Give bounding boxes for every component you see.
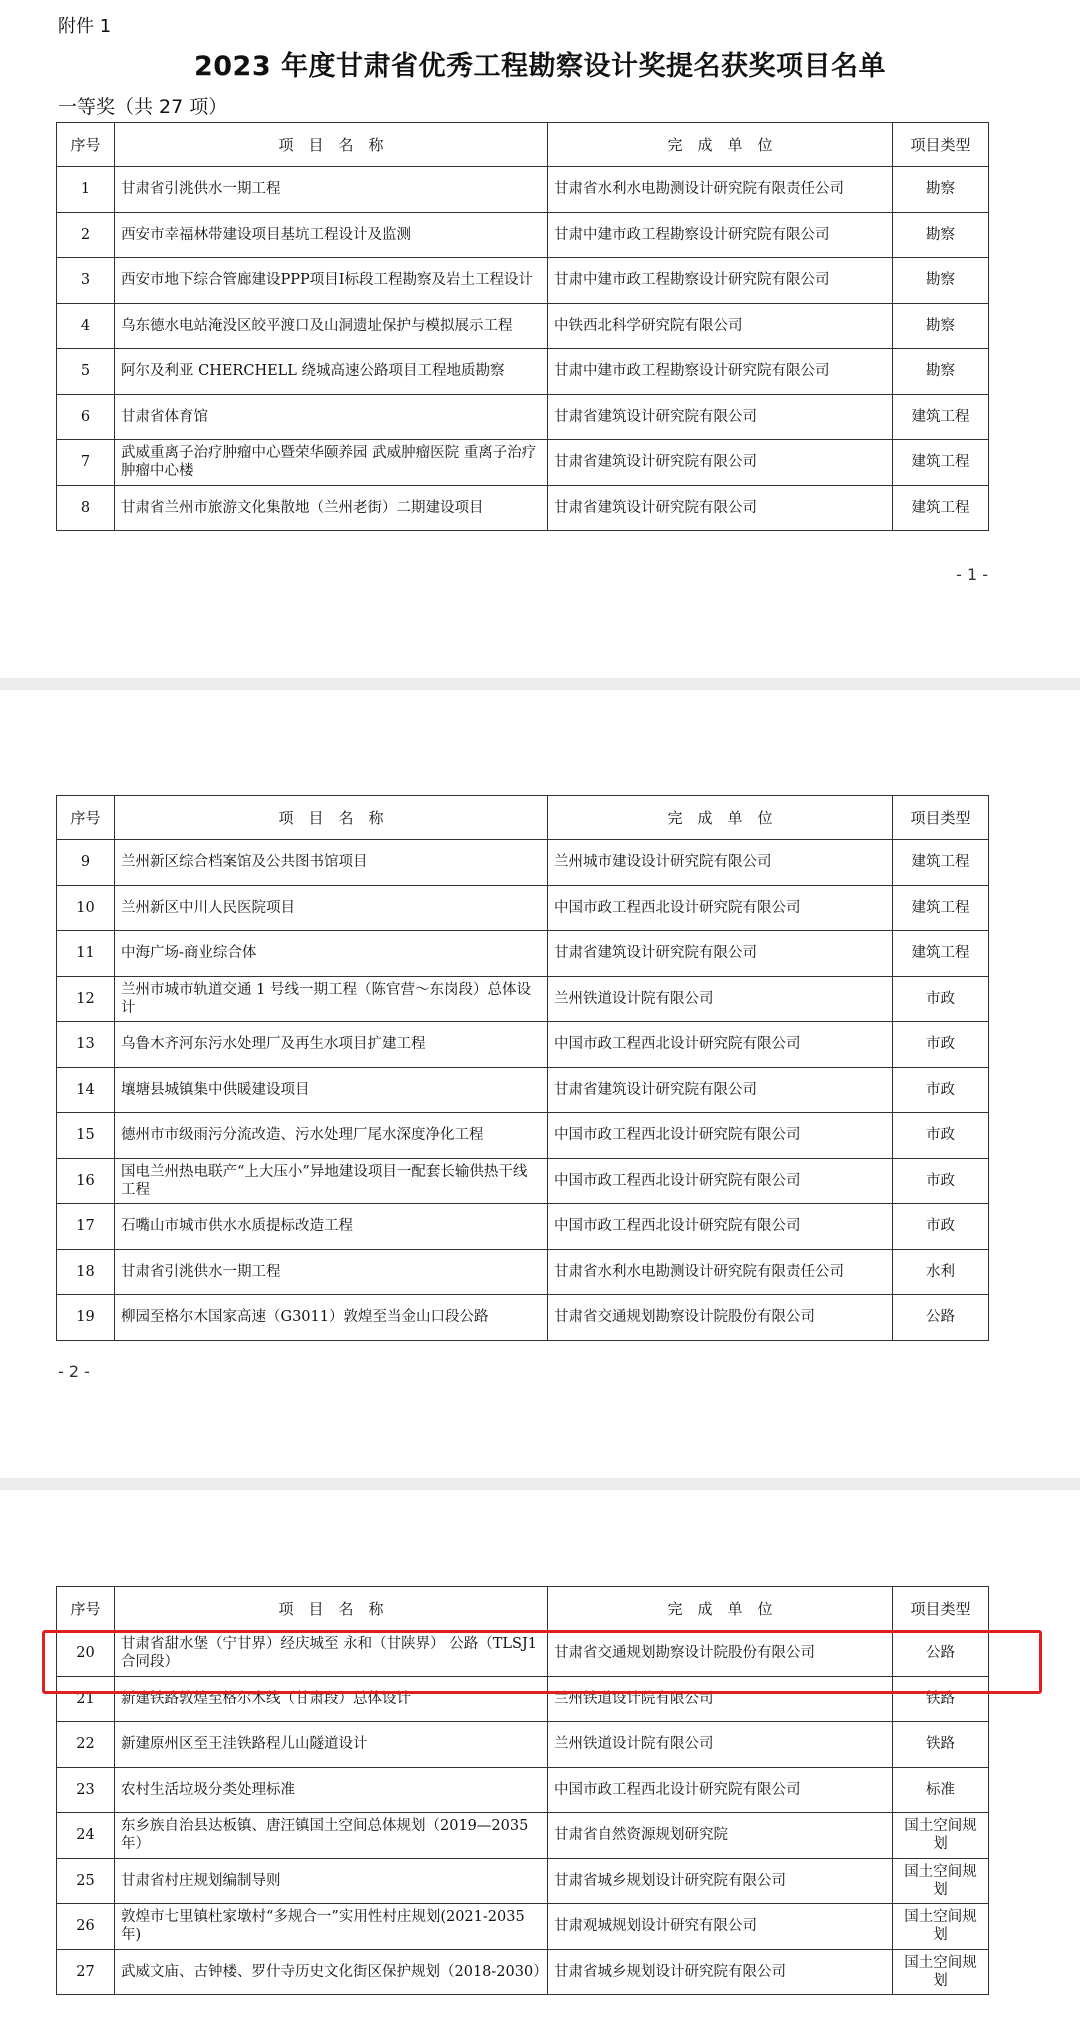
cell-project-name: 农村生活垃圾分类处理标准 xyxy=(115,1767,548,1813)
cell-unit: 中国市政工程西北设计研究院有限公司 xyxy=(548,1113,893,1159)
cell-no: 13 xyxy=(57,1022,115,1068)
cell-unit: 甘肃省城乡规划设计研究院有限公司 xyxy=(548,1949,893,1995)
cell-type: 勘察 xyxy=(893,303,989,349)
cell-type: 国土空间规划 xyxy=(893,1858,989,1904)
table-row xyxy=(57,885,989,931)
cell-type: 建筑工程 xyxy=(893,931,989,977)
cell-type: 建筑工程 xyxy=(893,440,989,486)
table-row xyxy=(57,1295,989,1341)
cell-project-name: 乌东德水电站淹没区皎平渡口及山洞遗址保护与模拟展示工程 xyxy=(115,303,548,349)
table-row xyxy=(57,1249,989,1295)
cell-no: 27 xyxy=(57,1949,115,1995)
cell-no: 9 xyxy=(57,840,115,886)
cell-no: 19 xyxy=(57,1295,115,1341)
header-name: 项 目 名 称 xyxy=(115,796,548,840)
cell-no: 5 xyxy=(57,349,115,395)
cell-unit: 甘肃省自然资源规划研究院 xyxy=(548,1813,893,1859)
cell-type: 勘察 xyxy=(893,212,989,258)
cell-unit: 甘肃省交通规划勘察设计院股份有限公司 xyxy=(548,1295,893,1341)
cell-no: 12 xyxy=(57,976,115,1022)
cell-type: 市政 xyxy=(893,1158,989,1204)
highlight-box xyxy=(42,1630,1042,1694)
cell-no: 16 xyxy=(57,1158,115,1204)
cell-unit: 甘肃省建筑设计研究院有限公司 xyxy=(548,394,893,440)
cell-unit: 中国市政工程西北设计研究院有限公司 xyxy=(548,1767,893,1813)
table-header-row xyxy=(57,796,989,840)
cell-no: 25 xyxy=(57,1858,115,1904)
cell-no: 23 xyxy=(57,1767,115,1813)
cell-type: 国土空间规划 xyxy=(893,1949,989,1995)
cell-type: 国土空间规划 xyxy=(893,1813,989,1859)
cell-project-name: 壤塘县城镇集中供暖建设项目 xyxy=(115,1067,548,1113)
cell-type: 市政 xyxy=(893,976,989,1022)
cell-unit: 甘肃省交通规划勘察设计院股份有限公司 xyxy=(548,1631,893,1677)
cell-no: 8 xyxy=(57,485,115,531)
document-page-2 xyxy=(0,690,1080,1478)
cell-no: 11 xyxy=(57,931,115,977)
cell-project-name: 兰州市城市轨道交通 1 号线一期工程（陈官营～东岗段）总体设计 xyxy=(115,976,548,1022)
cell-type: 建筑工程 xyxy=(893,485,989,531)
cell-project-name: 甘肃省村庄规划编制导则 xyxy=(115,1858,548,1904)
table-row xyxy=(57,394,989,440)
cell-project-name: 甘肃省甜水堡（宁甘界）经庆城至 永和（甘陕界） 公路（TLSJ1 合同段） xyxy=(115,1631,548,1677)
cell-unit: 甘肃省建筑设计研究院有限公司 xyxy=(548,485,893,531)
cell-project-name: 新建原州区至王洼铁路程儿山隧道设计 xyxy=(115,1722,548,1768)
cell-project-name: 国电兰州热电联产“上大压小”异地建设项目一配套长输供热干线工程 xyxy=(115,1158,548,1204)
cell-unit: 甘肃省建筑设计研究院有限公司 xyxy=(548,440,893,486)
cell-unit: 中国市政工程西北设计研究院有限公司 xyxy=(548,1022,893,1068)
cell-project-name: 武威文庙、古钟楼、罗什寺历史文化街区保护规划（2018-2030） xyxy=(115,1949,548,1995)
attachment-label: 附件 1 xyxy=(58,16,112,37)
cell-project-name: 东乡族自治县达板镇、唐汪镇国土空间总体规划（2019—2035 年） xyxy=(115,1813,548,1859)
cell-project-name: 西安市地下综合管廊建设PPP项目I标段工程勘察及岩土工程设计 xyxy=(115,258,548,304)
awards-table-page-1 xyxy=(56,122,989,531)
cell-type: 国土空间规划 xyxy=(893,1904,989,1950)
header-type: 项目类型 xyxy=(893,796,989,840)
cell-no: 24 xyxy=(57,1813,115,1859)
cell-type: 铁路 xyxy=(893,1722,989,1768)
cell-unit: 甘肃省城乡规划设计研究院有限公司 xyxy=(548,1858,893,1904)
cell-unit: 甘肃中建市政工程勘察设计研究院有限公司 xyxy=(548,258,893,304)
cell-unit: 兰州铁道设计院有限公司 xyxy=(548,1722,893,1768)
table-row xyxy=(57,1949,989,1995)
cell-project-name: 柳园至格尔木国家高速（G3011）敦煌至当金山口段公路 xyxy=(115,1295,548,1341)
header-name: 项 目 名 称 xyxy=(115,123,548,167)
cell-no: 3 xyxy=(57,258,115,304)
header-name: 项 目 名 称 xyxy=(115,1587,548,1631)
cell-no: 22 xyxy=(57,1722,115,1768)
table-row xyxy=(57,1813,989,1859)
cell-no: 7 xyxy=(57,440,115,486)
table-header-row xyxy=(57,123,989,167)
header-no: 序号 xyxy=(57,123,115,167)
cell-project-name: 德州市市级雨污分流改造、污水处理厂尾水深度净化工程 xyxy=(115,1113,548,1159)
cell-type: 勘察 xyxy=(893,258,989,304)
cell-project-name: 甘肃省体育馆 xyxy=(115,394,548,440)
cell-unit: 兰州铁道设计院有限公司 xyxy=(548,976,893,1022)
cell-project-name: 石嘴山市城市供水水质提标改造工程 xyxy=(115,1204,548,1250)
cell-type: 勘察 xyxy=(893,349,989,395)
cell-unit: 中国市政工程西北设计研究院有限公司 xyxy=(548,885,893,931)
cell-type: 建筑工程 xyxy=(893,394,989,440)
cell-project-name: 甘肃省引洮供水一期工程 xyxy=(115,167,548,213)
table-header-row xyxy=(57,1587,989,1631)
header-no: 序号 xyxy=(57,796,115,840)
header-type: 项目类型 xyxy=(893,123,989,167)
cell-unit: 甘肃观城规划设计研究有限公司 xyxy=(548,1904,893,1950)
header-no: 序号 xyxy=(57,1587,115,1631)
cell-unit: 中铁西北科学研究院有限公司 xyxy=(548,303,893,349)
cell-type: 建筑工程 xyxy=(893,885,989,931)
cell-no: 21 xyxy=(57,1676,115,1722)
cell-unit: 兰州铁道设计院有限公司 xyxy=(548,1676,893,1722)
cell-unit: 中国市政工程西北设计研究院有限公司 xyxy=(548,1158,893,1204)
header-unit: 完 成 单 位 xyxy=(548,796,893,840)
cell-no: 18 xyxy=(57,1249,115,1295)
cell-unit: 甘肃中建市政工程勘察设计研究院有限公司 xyxy=(548,349,893,395)
table-row xyxy=(57,258,989,304)
cell-unit: 甘肃省建筑设计研究院有限公司 xyxy=(548,931,893,977)
cell-project-name: 甘肃省兰州市旅游文化集散地（兰州老街）二期建设项目 xyxy=(115,485,548,531)
table-row xyxy=(57,167,989,213)
cell-unit: 甘肃省水利水电勘测设计研究院有限责任公司 xyxy=(548,167,893,213)
table-row xyxy=(57,1904,989,1950)
cell-no: 6 xyxy=(57,394,115,440)
cell-type: 勘察 xyxy=(893,167,989,213)
table-row xyxy=(57,1858,989,1904)
table-row xyxy=(57,440,989,486)
cell-no: 1 xyxy=(57,167,115,213)
header-unit: 完 成 单 位 xyxy=(548,1587,893,1631)
table-row xyxy=(57,303,989,349)
cell-no: 20 xyxy=(57,1631,115,1677)
cell-type: 市政 xyxy=(893,1022,989,1068)
cell-project-name: 西安市幸福林带建设项目基坑工程设计及监测 xyxy=(115,212,548,258)
page-number-2: - 2 - xyxy=(58,1362,90,1381)
header-type: 项目类型 xyxy=(893,1587,989,1631)
cell-type: 水利 xyxy=(893,1249,989,1295)
cell-no: 26 xyxy=(57,1904,115,1950)
awards-table-page-2 xyxy=(56,795,989,1341)
table-row xyxy=(57,1722,989,1768)
cell-project-name: 兰州新区中川人民医院项目 xyxy=(115,885,548,931)
table-row xyxy=(57,931,989,977)
table-row xyxy=(57,840,989,886)
cell-type: 公路 xyxy=(893,1631,989,1677)
table-row xyxy=(57,212,989,258)
table-row xyxy=(57,1067,989,1113)
prize-level-heading: 一等奖（共 27 项） xyxy=(58,96,228,118)
cell-unit: 甘肃省建筑设计研究院有限公司 xyxy=(548,1067,893,1113)
table-row xyxy=(57,1022,989,1068)
cell-type: 铁路 xyxy=(893,1676,989,1722)
cell-project-name: 中海广场-商业综合体 xyxy=(115,931,548,977)
cell-type: 公路 xyxy=(893,1295,989,1341)
cell-unit: 甘肃省水利水电勘测设计研究院有限责任公司 xyxy=(548,1249,893,1295)
cell-type: 建筑工程 xyxy=(893,840,989,886)
table-row xyxy=(57,485,989,531)
cell-project-name: 武威重离子治疗肿瘤中心暨荣华颐养园 武威肿瘤医院 重离子治疗肿瘤中心楼 xyxy=(115,440,548,486)
table-row xyxy=(57,976,989,1022)
cell-project-name: 阿尔及利亚 CHERCHELL 绕城高速公路项目工程地质勘察 xyxy=(115,349,548,395)
cell-type: 市政 xyxy=(893,1067,989,1113)
document-page-3 xyxy=(0,1490,1080,2025)
cell-no: 10 xyxy=(57,885,115,931)
cell-type: 市政 xyxy=(893,1113,989,1159)
cell-project-name: 乌鲁木齐河东污水处理厂及再生水项目扩建工程 xyxy=(115,1022,548,1068)
cell-type: 市政 xyxy=(893,1204,989,1250)
cell-no: 2 xyxy=(57,212,115,258)
cell-unit: 中国市政工程西北设计研究院有限公司 xyxy=(548,1204,893,1250)
cell-type: 标准 xyxy=(893,1767,989,1813)
table-row xyxy=(57,349,989,395)
document-page-1 xyxy=(0,0,1080,678)
table-row xyxy=(57,1204,989,1250)
cell-project-name: 新建铁路敦煌至格尔木线（甘肃段）总体设计 xyxy=(115,1676,548,1722)
page-number-1: - 1 - xyxy=(956,565,988,584)
table-row xyxy=(57,1767,989,1813)
cell-project-name: 敦煌市七里镇杜家墩村“多规合一”实用性村庄规划(2021-2035 年) xyxy=(115,1904,548,1950)
header-unit: 完 成 单 位 xyxy=(548,123,893,167)
cell-project-name: 兰州新区综合档案馆及公共图书馆项目 xyxy=(115,840,548,886)
table-row xyxy=(57,1113,989,1159)
cell-unit: 兰州城市建设设计研究院有限公司 xyxy=(548,840,893,886)
cell-no: 14 xyxy=(57,1067,115,1113)
cell-no: 4 xyxy=(57,303,115,349)
cell-no: 15 xyxy=(57,1113,115,1159)
document-title: 2023 年度甘肃省优秀工程勘察设计奖提名获奖项目名单 xyxy=(193,51,887,82)
cell-no: 17 xyxy=(57,1204,115,1250)
cell-unit: 甘肃中建市政工程勘察设计研究院有限公司 xyxy=(548,212,893,258)
table-row xyxy=(57,1158,989,1204)
cell-project-name: 甘肃省引洮供水一期工程 xyxy=(115,1249,548,1295)
